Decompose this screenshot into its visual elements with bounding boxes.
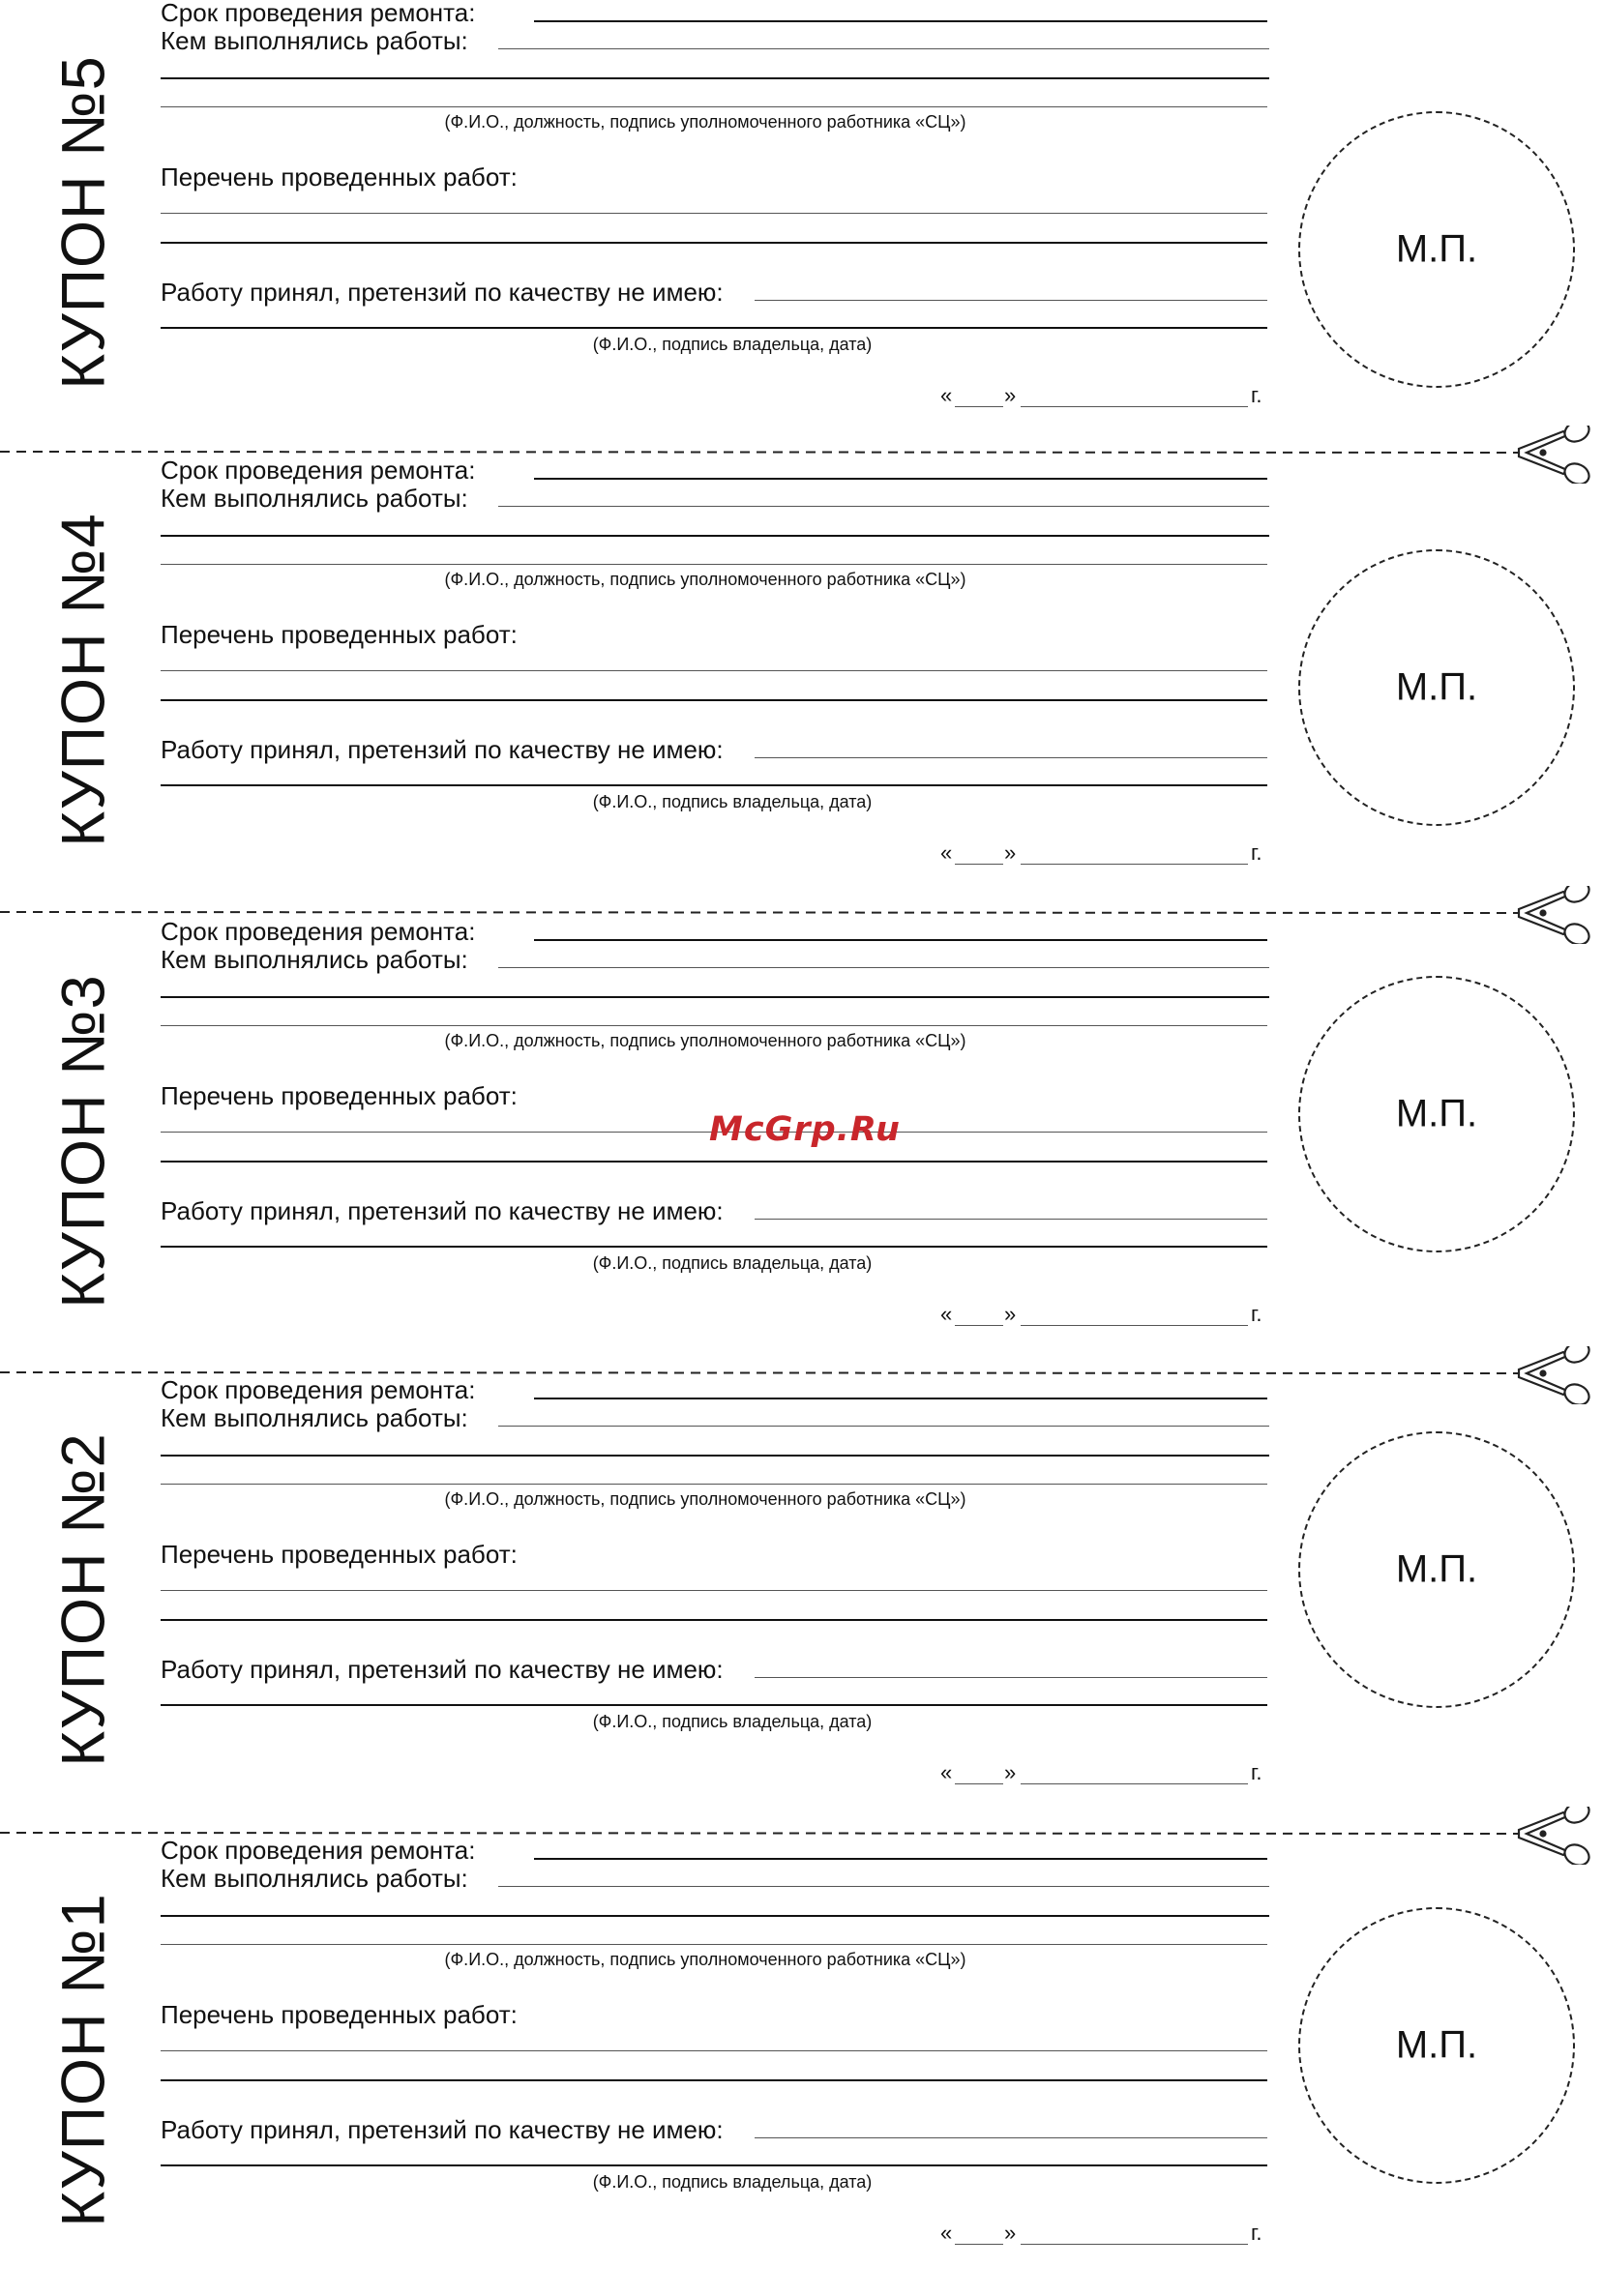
coupon: [0, 0, 1603, 458]
date-close-quote: »: [1004, 2221, 1017, 2245]
performed-by-field-2[interactable]: [161, 77, 1269, 79]
date-open-quote: «: [940, 1760, 953, 1784]
watermark: McGrp.Ru: [709, 1110, 901, 1149]
coupon: [0, 457, 1603, 916]
date-close-quote: »: [1004, 383, 1017, 407]
date-open-quote: «: [940, 2221, 953, 2245]
owner-hint: (Ф.И.О., подпись владельца, дата): [592, 335, 873, 354]
coupon-title: КУПОН №3: [49, 974, 118, 1309]
performed-by-label: Кем выполнялись работы:: [161, 1864, 468, 1893]
date-close-quote: »: [1004, 840, 1017, 865]
cut-line: [0, 1807, 1603, 1865]
coupon-title-box: [50, 919, 118, 1364]
performer-hint: (Ф.И.О., должность, подпись уполномоченного работника «СЦ»): [444, 570, 966, 589]
performed-by-field[interactable]: [498, 506, 1269, 507]
works-list-field-2[interactable]: [161, 1619, 1267, 1621]
stamp-label: М.П.: [1395, 227, 1478, 271]
stamp-area: [1298, 1907, 1575, 2184]
coupon-title-box: [50, 1377, 118, 1822]
performer-hint: (Ф.И.О., должность, подпись уполномоченного работника «СЦ»): [444, 1489, 966, 1509]
owner-signature-field[interactable]: [161, 327, 1267, 329]
works-list-field-2[interactable]: [161, 699, 1267, 701]
date-month-field[interactable]: [1021, 2244, 1248, 2245]
coupon-title: КУПОН №4: [49, 513, 118, 847]
repair-date-label: Срок проведения ремонта:: [161, 917, 476, 946]
coupon: [0, 1838, 1603, 2296]
works-list-label: Перечень проведенных работ:: [161, 162, 518, 191]
owner-signature-field[interactable]: [161, 1246, 1267, 1248]
performed-by-label: Кем выполнялись работы:: [161, 484, 468, 513]
works-list-field-2[interactable]: [161, 1161, 1267, 1163]
performed-by-field[interactable]: [498, 1886, 1269, 1887]
accepted-field[interactable]: [755, 2137, 1267, 2138]
date-day-field[interactable]: [955, 1783, 1003, 1784]
performed-by-label: Кем выполнялись работы:: [161, 945, 468, 974]
accepted-field[interactable]: [755, 300, 1267, 301]
repair-date-label: Срок проведения ремонта:: [161, 456, 476, 485]
stamp-label: М.П.: [1395, 1092, 1478, 1135]
cut-dashed-line: [0, 912, 1524, 913]
repair-date-label: Срок проведения ремонта:: [161, 1375, 476, 1404]
year-suffix: г.: [1251, 383, 1262, 407]
coupon-title: КУПОН №1: [49, 1893, 118, 2227]
owner-hint: (Ф.И.О., подпись владельца, дата): [592, 792, 873, 811]
scissors-icon: [1519, 1807, 1592, 1865]
coupon-title: КУПОН №5: [49, 55, 118, 390]
cut-dashed-line: [0, 452, 1524, 453]
works-list-field[interactable]: [161, 1590, 1267, 1591]
performer-hint: (Ф.И.О., должность, подпись уполномоченного работника «СЦ»): [444, 1950, 966, 1969]
accepted-label: Работу принял, претензий по качеству не имею:: [161, 2115, 724, 2144]
works-list-field[interactable]: [161, 213, 1267, 214]
stamp-label: М.П.: [1395, 665, 1478, 709]
accepted-label: Работу принял, претензий по качеству не имею:: [161, 1196, 724, 1225]
performed-by-field-3[interactable]: [161, 106, 1267, 107]
date-day-field[interactable]: [955, 1325, 1003, 1326]
accepted-label: Работу принял, претензий по качеству не имею:: [161, 278, 724, 307]
owner-signature-field[interactable]: [161, 1704, 1267, 1706]
date-open-quote: «: [940, 1302, 953, 1326]
accepted-label: Работу принял, претензий по качеству не имею:: [161, 1655, 724, 1684]
works-list-label: Перечень проведенных работ:: [161, 1081, 518, 1110]
owner-hint: (Ф.И.О., подпись владельца, дата): [592, 2172, 873, 2192]
performed-by-field[interactable]: [498, 48, 1269, 49]
coupon-title: КУПОН №2: [49, 1432, 118, 1767]
works-list-label: Перечень проведенных работ:: [161, 1540, 518, 1569]
owner-hint: (Ф.И.О., подпись владельца, дата): [592, 1253, 873, 1273]
year-suffix: г.: [1251, 2221, 1262, 2245]
performed-by-field-3[interactable]: [161, 1025, 1267, 1026]
performer-hint: (Ф.И.О., должность, подпись уполномоченного работника «СЦ»): [444, 112, 966, 132]
works-list-field-2[interactable]: [161, 2079, 1267, 2081]
stamp-label: М.П.: [1395, 2023, 1478, 2067]
works-list-label: Перечень проведенных работ:: [161, 2000, 518, 2029]
stamp-area: [1298, 549, 1575, 826]
performed-by-label: Кем выполнялись работы:: [161, 26, 468, 55]
repair-date-label: Срок проведения ремонта:: [161, 1836, 476, 1865]
date-month-field[interactable]: [1021, 1783, 1248, 1784]
date-open-quote: «: [940, 840, 953, 865]
cut-dashed-line: [0, 1833, 1524, 1834]
repair-date-label: Срок проведения ремонта:: [161, 0, 476, 27]
performed-by-field-2[interactable]: [161, 1915, 1269, 1917]
year-suffix: г.: [1251, 840, 1262, 865]
owner-signature-field[interactable]: [161, 2164, 1267, 2166]
owner-hint: (Ф.И.О., подпись владельца, дата): [592, 1712, 873, 1731]
works-list-field[interactable]: [161, 2050, 1267, 2051]
accepted-field[interactable]: [755, 757, 1267, 758]
scissors-icon: [1519, 426, 1592, 484]
cut-line: [0, 886, 1603, 944]
date-day-field[interactable]: [955, 406, 1003, 407]
repair-date-field[interactable]: [534, 20, 1267, 22]
coupon-title-box: [50, 1838, 118, 2282]
performed-by-field-3[interactable]: [161, 1944, 1267, 1945]
performed-by-field-3[interactable]: [161, 564, 1267, 565]
scissors-icon: [1519, 886, 1592, 944]
cut-line: [0, 426, 1603, 484]
date-day-field[interactable]: [955, 2244, 1003, 2245]
date-month-field[interactable]: [1021, 1325, 1248, 1326]
works-list-field[interactable]: [161, 670, 1267, 671]
date-open-quote: «: [940, 383, 953, 407]
coupon-title-box: [50, 457, 118, 902]
year-suffix: г.: [1251, 1302, 1262, 1326]
works-list-label: Перечень проведенных работ:: [161, 620, 518, 649]
works-list-field-2[interactable]: [161, 242, 1267, 244]
coupon-title-box: [50, 0, 118, 445]
performed-by-field-2[interactable]: [161, 996, 1269, 998]
date-day-field[interactable]: [955, 864, 1003, 865]
performed-by-field-2[interactable]: [161, 1455, 1269, 1457]
accepted-field[interactable]: [755, 1677, 1267, 1678]
performed-by-field-2[interactable]: [161, 535, 1269, 537]
performed-by-field[interactable]: [498, 967, 1269, 968]
stamp-label: М.П.: [1395, 1547, 1478, 1591]
date-month-field[interactable]: [1021, 406, 1248, 407]
year-suffix: г.: [1251, 1760, 1262, 1784]
stamp-area: [1298, 111, 1575, 388]
date-month-field[interactable]: [1021, 864, 1248, 865]
owner-signature-field[interactable]: [161, 784, 1267, 786]
stamp-area: [1298, 1431, 1575, 1708]
date-close-quote: »: [1004, 1302, 1017, 1326]
coupon: [0, 1377, 1603, 1836]
performed-by-field[interactable]: [498, 1426, 1269, 1427]
date-close-quote: »: [1004, 1760, 1017, 1784]
cut-line: [0, 1346, 1603, 1404]
scissors-icon: [1519, 1346, 1592, 1404]
accepted-field[interactable]: [755, 1219, 1267, 1220]
accepted-label: Работу принял, претензий по качеству не имею:: [161, 735, 724, 764]
performed-by-field-3[interactable]: [161, 1484, 1267, 1485]
cut-dashed-line: [0, 1372, 1524, 1373]
stamp-area: [1298, 976, 1575, 1252]
performed-by-label: Кем выполнялись работы:: [161, 1403, 468, 1432]
performer-hint: (Ф.И.О., должность, подпись уполномоченного работника «СЦ»): [444, 1031, 966, 1050]
